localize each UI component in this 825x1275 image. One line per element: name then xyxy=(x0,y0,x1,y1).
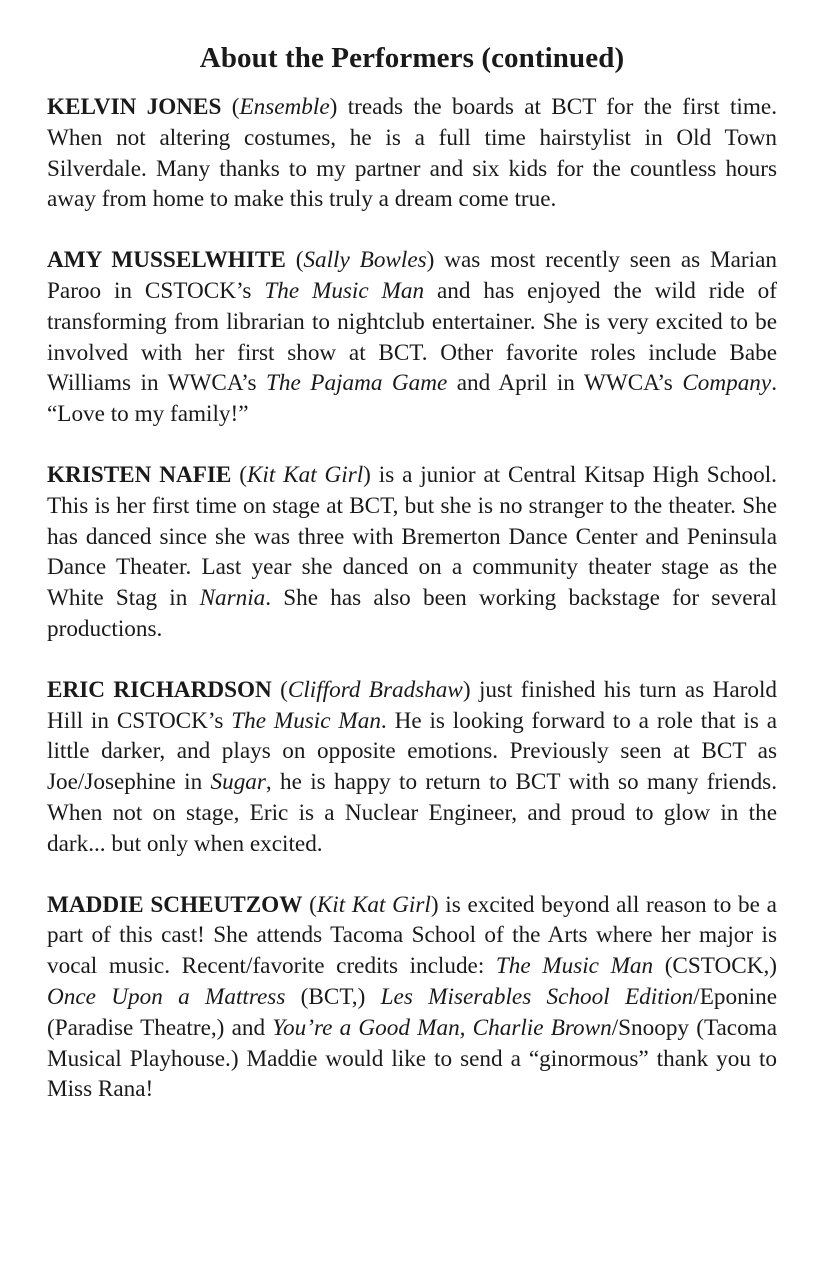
bio-text: treads the boards at BCT for the first time. When not altering costumes, he is a full time hairstylist in Old Town Silverdale. Many thanks to my partner and six kids for the countless hours away from home to make this truly a dream come true. xyxy=(47,94,777,213)
bio-text: and April in WWCA’s xyxy=(447,370,683,397)
performer-bio: KRISTEN NAFIE (Kit Kat Girl) is a junior at Central Kitsap High School. This is her first time on stage at BCT, but she is no stranger to the theater. She has danced since she was three with Bremerton Dance Center and Peninsula Dance Theater. Last year she danced on a community theater stage as the White Stag in Narnia. She has also been working backstage for several productions. xyxy=(47,461,777,642)
performer-role: Clifford Bradshaw xyxy=(287,676,463,703)
bio-text: was most recently seen as Marian Paroo in CSTOCK’s xyxy=(47,247,777,304)
bio-text: (CSTOCK,) xyxy=(653,953,777,980)
bio-text: is excited beyond all reason to be a part of this cast! She attends Tacoma School of the Arts where her major is vocal music. Recent/favorite credits include: xyxy=(47,891,777,980)
production-title: You’re a Good Man, Charlie Brown xyxy=(272,1014,612,1041)
bio-text: , he is happy to return to BCT with so many friends. When not on stage, Eric is a Nuclear Engineer, and proud to glow in the dark... but only when excited. xyxy=(47,769,777,857)
performer-role: Ensemble xyxy=(239,94,330,120)
production-title: The Music Man xyxy=(264,277,425,304)
performer-name: KELVIN JONES xyxy=(47,94,222,120)
performer-bio: AMY MUSSELWHITE (Sally Bowles) was most recently seen as Marian Paroo in CSTOCK’s The Music Man and has enjoyed the wild ride of transforming from librarian to nightclub entertainer. She is very excited to be involved with her first show at BCT. Other favorite roles include Babe Williams in WWCA’s The Pajama Game and April in WWCA’s Company. “Love to my family!” xyxy=(47,247,777,428)
performer-name: AMY MUSSELWHITE xyxy=(47,247,286,274)
bio-text: /Eponine (Paradise Theatre,) and xyxy=(47,983,777,1041)
performer-bios xyxy=(47,92,777,1105)
production-title: Once Upon a Mattress xyxy=(47,983,286,1010)
performer-name: ERIC RICHARDSON xyxy=(47,676,272,703)
performer-role: Kit Kat Girl xyxy=(316,891,431,918)
production-title: The Music Man xyxy=(495,953,654,980)
page-title: About the Performers (continued) xyxy=(199,42,625,74)
performer-name: KRISTEN NAFIE xyxy=(47,461,232,488)
bio-text: . He is looking forward to a role that is a little darker, and plays on opposite emotions. Previously seen at BCT as Joe/Josephine in xyxy=(47,707,778,796)
production-title: Sugar xyxy=(210,769,266,796)
bio-text: and has enjoyed the wild ride of transforming from librarian to nightclub entertainer. She is very excited to be involved with her first show at BCT. Other favorite roles include Babe Williams in WWCA’s xyxy=(47,277,777,397)
bio-text: (BCT,) xyxy=(285,983,381,1010)
program-page xyxy=(47,40,777,1135)
performer-name: MADDIE SCHEUTZOW xyxy=(47,891,303,918)
production-title: Narnia xyxy=(199,585,266,612)
production-title: Les Miserables School Edition xyxy=(380,983,694,1010)
performer-bio: KELVIN JONES (Ensemble) treads the boards at BCT for the first time. When not altering costumes, he is a full time hairstylist in Old Town Silverdale. Many thanks to my partner and six kids for the countless hours away from home to make this truly a dream come true. xyxy=(47,94,777,213)
performer-bio: ERIC RICHARDSON (Clifford Bradshaw) just finished his turn as Harold Hill in CSTOCK’s The Music Man. He is looking forward to a role that is a little darker, and plays on opposite emotions. Previously seen at BCT as Joe/Josephine in Sugar, he is happy to return to BCT with so many friends. When not on stage, Eric is a Nuclear Engineer, and proud to glow in the dark... but only when excited. xyxy=(47,676,778,857)
bio-text: is a junior at Central Kitsap High School. This is her first time on stage at BCT, but she is no stranger to the theater. She has danced since she was three with Bremerton Dance Center and Peninsula Dance Theater. Last year she danced on a community theater stage as the White Stag in xyxy=(47,461,777,612)
bio-text: . “Love to my family!” xyxy=(47,370,777,428)
performer-role: Kit Kat Girl xyxy=(246,461,364,488)
bio-text: /Snoopy (Tacoma Musical Playhouse.) Maddie would like to send a “ginormous” thank you to Miss Rana! xyxy=(47,1014,778,1103)
bio-text: . She has also been working backstage for several productions. xyxy=(47,585,777,642)
production-title: Company xyxy=(682,370,772,397)
performer-bio: MADDIE SCHEUTZOW (Kit Kat Girl) is excited beyond all reason to be a part of this cast! She attends Tacoma School of the Arts where her major is vocal music. Recent/favorite credits include: The Music Man (CSTOCK,) Once Upon a Mattress (BCT,) Les Miserables School Edition/Eponine (Paradise Theatre,) and You’re a Good Man, Charlie Brown/Snoopy (Tacoma Musical Playhouse.) Maddie would like to send a “ginormous” thank you to Miss Rana! xyxy=(47,891,778,1103)
production-title: The Music Man xyxy=(231,707,381,734)
performer-role: Sally Bowles xyxy=(303,247,427,274)
production-title: The Pajama Game xyxy=(266,370,448,397)
bio-text: just finished his turn as Harold Hill in CSTOCK’s xyxy=(47,676,777,734)
